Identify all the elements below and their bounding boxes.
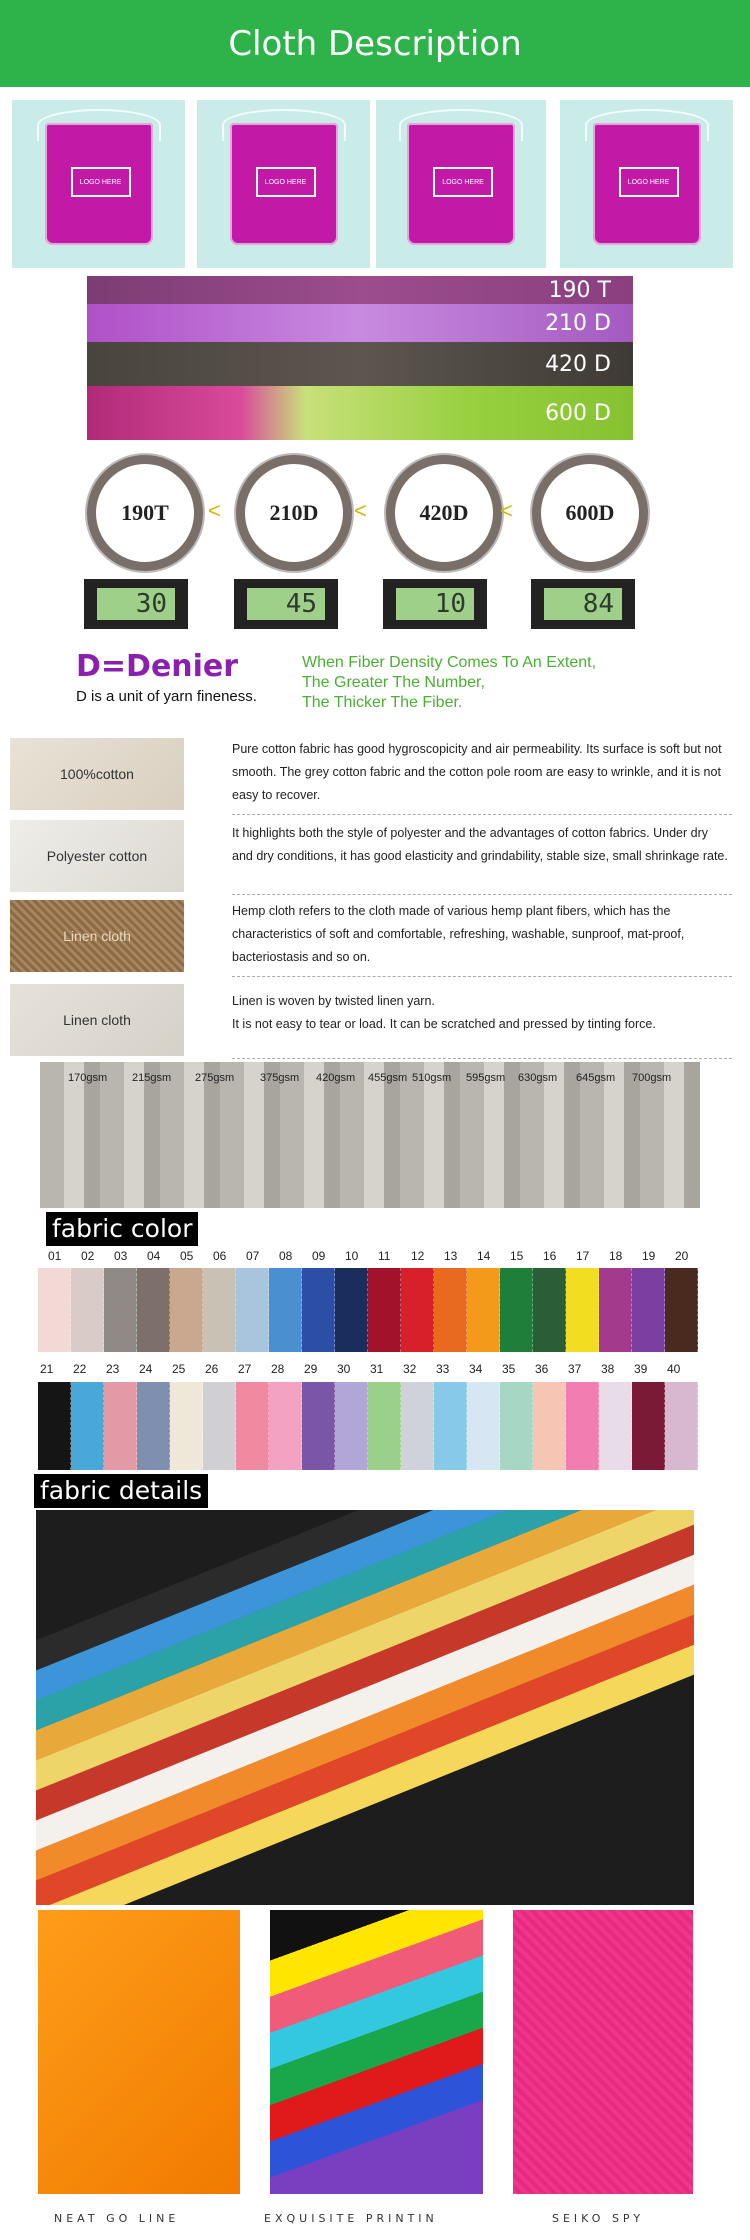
color-number: 22 [73, 1362, 87, 1376]
color-number: 24 [139, 1362, 153, 1376]
swatch-polyester-cotton [10, 820, 184, 892]
color-swatch [401, 1382, 434, 1470]
circle-600d [532, 455, 648, 571]
page-header [0, 0, 750, 87]
color-swatch [368, 1268, 401, 1352]
denier-title: D=Denier [76, 649, 239, 684]
swatch-hemp-cloth [10, 900, 184, 972]
divider [232, 976, 732, 977]
color-swatch [467, 1382, 500, 1470]
circle-label: 420D [419, 500, 469, 525]
less-than-sign: < [208, 498, 221, 523]
strip-600d [87, 386, 633, 440]
color-number: 39 [634, 1362, 648, 1376]
gsm-label: 510gsm [412, 1072, 452, 1084]
circle-label: 600D [565, 500, 615, 525]
caption-neat-go-line: NEAT GO LINE [54, 2212, 180, 2225]
gsm-label: 630gsm [518, 1072, 558, 1084]
swatch-label: 100%cotton [60, 766, 134, 782]
color-number: 30 [337, 1362, 351, 1376]
color-swatch [665, 1268, 698, 1352]
color-number: 33 [436, 1362, 450, 1376]
color-number: 37 [568, 1362, 582, 1376]
strip-420d [87, 342, 633, 386]
denier-note [302, 653, 596, 713]
color-number: 34 [469, 1362, 483, 1376]
color-swatch [71, 1268, 104, 1352]
denier-note-line: When Fiber Density Comes To An Extent, [302, 654, 597, 671]
color-number: 16 [543, 1249, 557, 1263]
drawstring-bag [593, 123, 701, 245]
color-swatch-row-1 [38, 1268, 698, 1352]
color-number: 12 [411, 1249, 425, 1263]
color-number: 17 [576, 1249, 590, 1263]
polyester-cotton-description: It highlights both the style of polyester and the advantages of cotton fabrics. Under dry and dry conditions, it has good elasticity and grindability, stable size, small shrinkage rate. [232, 826, 728, 863]
circle-420d [386, 455, 502, 571]
color-swatch [632, 1268, 665, 1352]
logo-placeholder: LOGO HERE [71, 167, 131, 197]
swatch-label: Polyester cotton [46, 848, 148, 864]
color-swatch [104, 1382, 137, 1470]
color-number: 38 [601, 1362, 615, 1376]
fabric-details-title: fabric details [34, 1474, 208, 1508]
color-swatch [269, 1382, 302, 1470]
drawstring-bag [407, 123, 515, 245]
less-than-sign: < [354, 498, 367, 523]
detail-orange-photo [38, 1910, 240, 2194]
color-swatch [236, 1268, 269, 1352]
meter-reading: 10 [396, 588, 474, 620]
color-number: 26 [205, 1362, 219, 1376]
color-swatch [566, 1382, 599, 1470]
swatch-label: Linen cloth [63, 928, 131, 944]
hemp-cloth-description: Hemp cloth refers to the cloth made of various hemp plant fibers, which has the characteristics of soft and comfortable, refreshing, washable, sunproof, mat-proof, bacteriostasis and so on. [232, 904, 685, 964]
color-swatch [434, 1382, 467, 1470]
color-number: 19 [642, 1249, 656, 1263]
color-swatch [500, 1382, 533, 1470]
logo-placeholder: LOGO HERE [433, 167, 493, 197]
circle-label: 210D [269, 500, 319, 525]
denier-note-line: The Greater The Number, [302, 674, 485, 691]
strip-label: 600 D [545, 400, 611, 426]
color-swatch [137, 1268, 170, 1352]
meter-reading: 84 [544, 588, 622, 620]
color-number: 09 [312, 1249, 326, 1263]
gsm-label: 170gsm [68, 1072, 108, 1084]
color-number: 04 [147, 1249, 161, 1263]
logo-placeholder: LOGO HERE [619, 167, 679, 197]
color-swatch [203, 1268, 236, 1352]
fabric-color-title: fabric color [46, 1212, 198, 1246]
gsm-label: 420gsm [316, 1072, 356, 1084]
caption-seiko-spy: SEIKO SPY [552, 2212, 645, 2225]
color-swatch [533, 1382, 566, 1470]
color-swatch [71, 1382, 104, 1470]
strip-label: 420 D [545, 351, 611, 377]
color-number: 18 [609, 1249, 623, 1263]
color-swatch [599, 1382, 632, 1470]
color-number: 08 [279, 1249, 293, 1263]
circle-label: 190T [121, 500, 169, 525]
gsm-label: 455gsm [368, 1072, 408, 1084]
bag-image-1 [12, 100, 185, 268]
detail-pink-photo [513, 1910, 693, 2194]
circle-190t [87, 455, 203, 571]
thickness-meter-4 [531, 579, 635, 629]
swatch-cotton [10, 738, 184, 810]
color-number: 25 [172, 1362, 186, 1376]
color-number: 01 [48, 1249, 62, 1263]
color-number: 21 [40, 1362, 54, 1376]
meter-reading: 30 [97, 588, 175, 620]
color-number: 31 [370, 1362, 384, 1376]
color-swatch [203, 1382, 236, 1470]
color-number-row-2 [40, 1362, 700, 1378]
color-number: 32 [403, 1362, 417, 1376]
denier-note-line: The Thicker The Fiber. [302, 694, 463, 711]
color-number: 14 [477, 1249, 491, 1263]
circle-210d [236, 455, 352, 571]
color-number: 35 [502, 1362, 516, 1376]
thickness-meter-3 [383, 579, 487, 629]
strip-label: 190 T [548, 277, 611, 303]
color-swatch [170, 1382, 203, 1470]
linen-cloth-description: Linen is woven by twisted linen yarn. It is not easy to tear or load. It can be scratched and pressed by tinting force. [232, 994, 656, 1031]
color-number: 05 [180, 1249, 194, 1263]
color-number: 15 [510, 1249, 524, 1263]
strip-label: 210 D [545, 310, 611, 336]
divider [232, 814, 732, 815]
strip-190t [87, 276, 633, 304]
page-title: Cloth Description [228, 23, 522, 64]
swatch-label: Linen cloth [63, 1012, 131, 1028]
logo-placeholder: LOGO HERE [256, 167, 316, 197]
color-number: 28 [271, 1362, 285, 1376]
color-swatch [665, 1382, 698, 1470]
color-swatch [434, 1268, 467, 1352]
denier-subtitle: D is a unit of yarn fineness. [76, 688, 257, 705]
color-number: 02 [81, 1249, 95, 1263]
canvas-gsm-image [40, 1062, 700, 1208]
color-number: 06 [213, 1249, 227, 1263]
gsm-label: 215gsm [132, 1072, 172, 1084]
color-swatch [38, 1268, 71, 1352]
color-swatch [170, 1268, 203, 1352]
color-number: 23 [106, 1362, 120, 1376]
fabric-details-photo [36, 1510, 694, 1905]
bag-image-3 [376, 100, 546, 268]
meter-reading: 45 [247, 588, 325, 620]
swatch-linen-cloth [10, 984, 184, 1056]
color-number: 36 [535, 1362, 549, 1376]
color-number: 11 [378, 1249, 391, 1263]
color-swatch [566, 1268, 599, 1352]
caption-exquisite-printin: EXQUISITE PRINTIN [264, 2212, 438, 2225]
drawstring-bag [45, 123, 153, 245]
color-swatch [599, 1268, 632, 1352]
color-number: 07 [246, 1249, 260, 1263]
color-swatch [533, 1268, 566, 1352]
color-number: 29 [304, 1362, 318, 1376]
gsm-label: 700gsm [632, 1072, 672, 1084]
color-swatch [500, 1268, 533, 1352]
color-swatch [302, 1268, 335, 1352]
divider [232, 894, 732, 895]
color-swatch [38, 1382, 71, 1470]
divider [232, 1058, 732, 1059]
color-swatch [368, 1382, 401, 1470]
color-swatch [137, 1382, 170, 1470]
bag-image-4 [560, 100, 733, 268]
thickness-meter-2 [234, 579, 338, 629]
color-swatch [401, 1268, 434, 1352]
gsm-label: 375gsm [260, 1072, 300, 1084]
color-swatch [335, 1268, 368, 1352]
color-number: 03 [114, 1249, 128, 1263]
gsm-label: 595gsm [466, 1072, 506, 1084]
color-number: 27 [238, 1362, 252, 1376]
color-number: 40 [667, 1362, 681, 1376]
color-swatch [467, 1268, 500, 1352]
bag-image-2 [197, 100, 370, 268]
cotton-description: Pure cotton fabric has good hygroscopicity and air permeability. Its surface is soft but not smooth. The grey cotton fabric and the cotton pole room are easy to wrinkle, and it is not easy to recover. [232, 742, 722, 802]
color-swatch [335, 1382, 368, 1470]
detail-colorful-photo [270, 1910, 483, 2194]
strip-210d [87, 304, 633, 342]
color-swatch-row-2 [38, 1382, 698, 1470]
color-number: 10 [345, 1249, 359, 1263]
less-than-sign: < [500, 498, 513, 523]
color-number: 20 [675, 1249, 689, 1263]
color-number-row-1 [48, 1249, 698, 1265]
color-swatch [104, 1268, 137, 1352]
color-swatch [632, 1382, 665, 1470]
gsm-label: 645gsm [576, 1072, 616, 1084]
gsm-label: 275gsm [195, 1072, 235, 1084]
drawstring-bag [230, 123, 338, 245]
color-swatch [269, 1268, 302, 1352]
color-swatch [236, 1382, 269, 1470]
thickness-meter-1 [84, 579, 188, 629]
color-number: 13 [444, 1249, 458, 1263]
color-swatch [302, 1382, 335, 1470]
